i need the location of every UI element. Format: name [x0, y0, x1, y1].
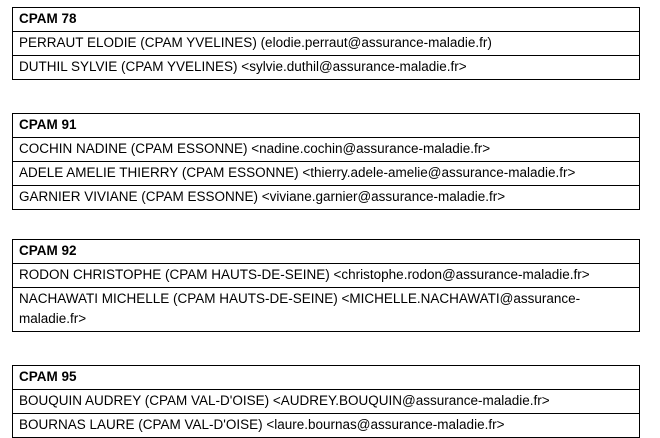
table-row	[13, 390, 640, 414]
contact-entry: NACHAWATI MICHELLE (CPAM HAUTS-DE-SEINE) <MICHELLE.NACHAWATI@assurance-maladie.fr>	[13, 288, 640, 332]
contact-entry: COCHIN NADINE (CPAM ESSONNE) <nadine.cochin@assurance-maladie.fr>	[13, 138, 640, 162]
table-header-row	[13, 8, 640, 32]
contact-table-cpam-95	[12, 365, 640, 438]
table-row	[13, 186, 640, 210]
table-row	[13, 56, 640, 80]
group-title: CPAM 95	[13, 366, 640, 390]
table-row	[13, 264, 640, 288]
group-title: CPAM 91	[13, 114, 640, 138]
table-row	[13, 32, 640, 56]
contact-table-cpam-91	[12, 113, 640, 210]
contact-entry: BOURNAS LAURE (CPAM VAL-D'OISE) <laure.bournas@assurance-maladie.fr>	[13, 414, 640, 438]
table-row	[13, 138, 640, 162]
contact-entry: BOUQUIN AUDREY (CPAM VAL-D'OISE) <AUDREY.BOUQUIN@assurance-maladie.fr>	[13, 390, 640, 414]
contact-entry: ADELE AMELIE THIERRY (CPAM ESSONNE) <thierry.adele-amelie@assurance-maladie.fr>	[13, 162, 640, 186]
table-row	[13, 162, 640, 186]
contact-table-cpam-92	[12, 239, 640, 332]
contact-entry: DUTHIL SYLVIE (CPAM YVELINES) <sylvie.duthil@assurance-maladie.fr>	[13, 56, 640, 80]
contact-entry: GARNIER VIVIANE (CPAM ESSONNE) <viviane.garnier@assurance-maladie.fr>	[13, 186, 640, 210]
table-header-row	[13, 240, 640, 264]
table-row	[13, 288, 640, 332]
contact-table-cpam-78	[12, 7, 640, 80]
contact-entry: RODON CHRISTOPHE (CPAM HAUTS-DE-SEINE) <christophe.rodon@assurance-maladie.fr>	[13, 264, 640, 288]
table-header-row	[13, 114, 640, 138]
group-title: CPAM 92	[13, 240, 640, 264]
contact-entry: PERRAUT ELODIE (CPAM YVELINES) (elodie.perraut@assurance-maladie.fr)	[13, 32, 640, 56]
table-row	[13, 414, 640, 438]
group-title: CPAM 78	[13, 8, 640, 32]
table-header-row	[13, 366, 640, 390]
